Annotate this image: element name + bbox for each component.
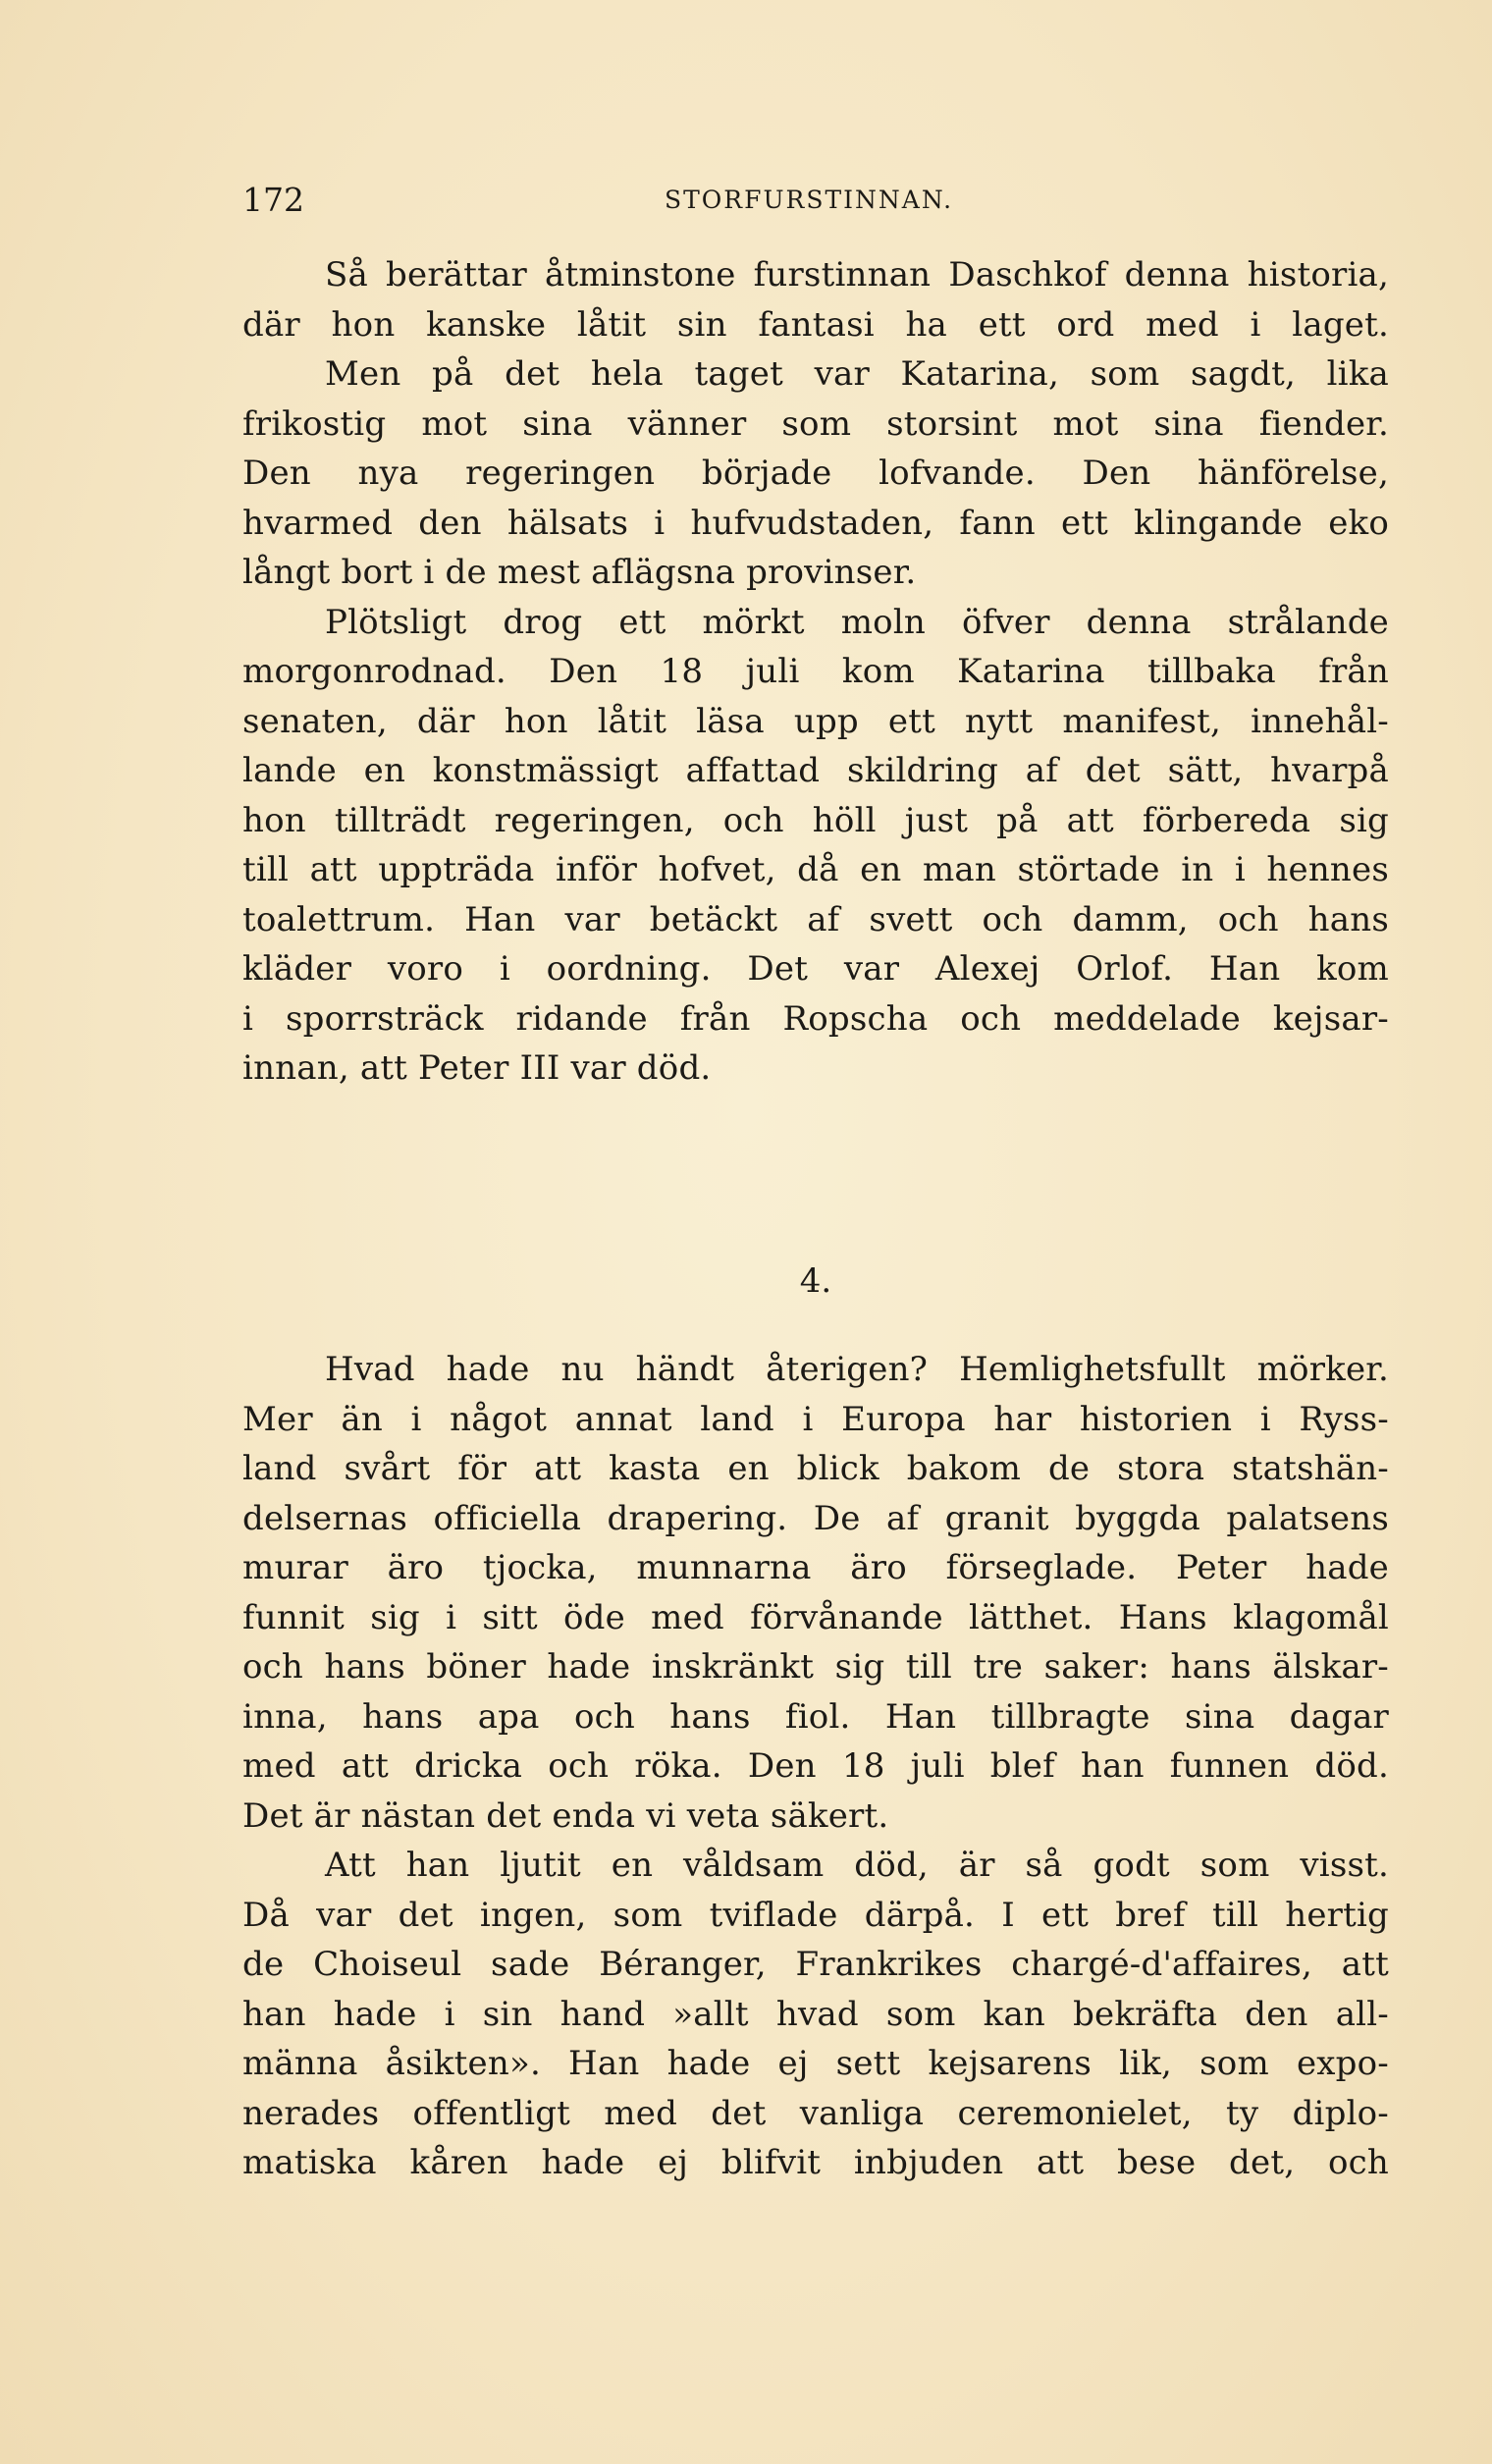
text-line: Men på det hela taget var Katarina, som sagdt, lika — [325, 354, 1389, 394]
page-number: 172 — [242, 181, 304, 219]
text-line: han hade i sin hand »allt hvad som kan bekräfta den all- — [242, 1994, 1389, 2034]
text-line: Då var det ingen, som tviflade därpå. I ett bref till hertig — [242, 1895, 1389, 1935]
text-line: långt bort i de mest aflägsna provinser. — [242, 553, 917, 592]
text-line: till att uppträda inför hofvet, då en man störtade in i hennes — [242, 850, 1389, 889]
text-line: hvarmed den hälsats i hufvudstaden, fann ett klingande eko — [242, 503, 1389, 543]
text-line: land svårt för att kasta en blick bakom de stora statshän- — [242, 1449, 1389, 1488]
text-line: kläder voro i oordning. Det var Alexej Orlof. Han kom — [242, 949, 1389, 989]
text-line: matiska kåren hade ej blifvit inbjuden att bese det, och — [242, 2143, 1389, 2182]
text-line: senaten, där hon låtit läsa upp ett nytt manifest, innehål- — [242, 701, 1389, 741]
text-line: inna, hans apa och hans fiol. Han tillbragte sina dagar — [242, 1696, 1389, 1737]
text-line: Den nya regeringen började lofvande. Den hänförelse, — [242, 454, 1389, 493]
text-line: med att dricka och röka. Den 18 juli blef han funnen död. — [242, 1746, 1389, 1786]
text-line: Så berättar åtminstone furstinnan Daschkof denna historia, — [325, 255, 1389, 295]
text-line: murar äro tjocka, munnarna äro förseglade. Peter hade — [242, 1548, 1389, 1587]
text-block-2 — [242, 1345, 1389, 2188]
text-line: Det är nästan det enda vi veta säkert. — [242, 1795, 889, 1836]
text-line: de Choiseul sade Béranger, Frankrikes chargé-d'affaires, att — [242, 1945, 1389, 1984]
text-line: Mer än i något annat land i Europa har historien i Ryss- — [242, 1399, 1389, 1439]
page-header — [242, 175, 1389, 226]
text-line: hon tillträdt regeringen, och höll just på att förbereda sig — [242, 800, 1389, 840]
text-block-1 — [242, 250, 1389, 1094]
text-line: och hans böner hade inskränkt sig till tre saker: hans älskar- — [242, 1647, 1389, 1687]
text-line: funnit sig i sitt öde med förvånande lätthet. Hans klagomål — [242, 1597, 1389, 1637]
running-head: STORFURSTINNAN. — [665, 186, 954, 214]
text-line: Plötsligt drog ett mörkt moln öfver denna strålande — [325, 602, 1389, 642]
text-line: toalettrum. Han var betäckt af svett och damm, och hans — [242, 899, 1389, 939]
text-line: männa åsikten». Han hade ej sett kejsarens lik, som expo- — [242, 2044, 1389, 2083]
text-line: Hvad hade nu händt återigen? Hemlighetsfullt mörker. — [325, 1350, 1389, 1389]
text-line: innan, att Peter III var död. — [242, 1048, 712, 1088]
text-line: i sporrsträck ridande från Ropscha och meddelade kejsar- — [242, 998, 1389, 1039]
text-line: delsernas officiella drapering. De af granit byggda palatsens — [242, 1498, 1389, 1538]
text-line: morgonrodnad. Den 18 juli kom Katarina tillbaka från — [242, 652, 1389, 691]
text-line: Att han ljutit en våldsam död, är så godt som visst. — [325, 1846, 1389, 1885]
text-line: frikostig mot sina vänner som storsint mot sina fiender. — [242, 403, 1389, 444]
text-line: nerades offentligt med det vanliga ceremonielet, ty diplo- — [242, 2093, 1389, 2133]
text-line: lande en konstmässigt affattad skildring af det sätt, hvarpå — [242, 751, 1389, 790]
text-line: där hon kanske låtit sin fantasi ha ett ord med i laget. — [242, 304, 1389, 345]
section-number: 4. — [799, 1261, 832, 1301]
